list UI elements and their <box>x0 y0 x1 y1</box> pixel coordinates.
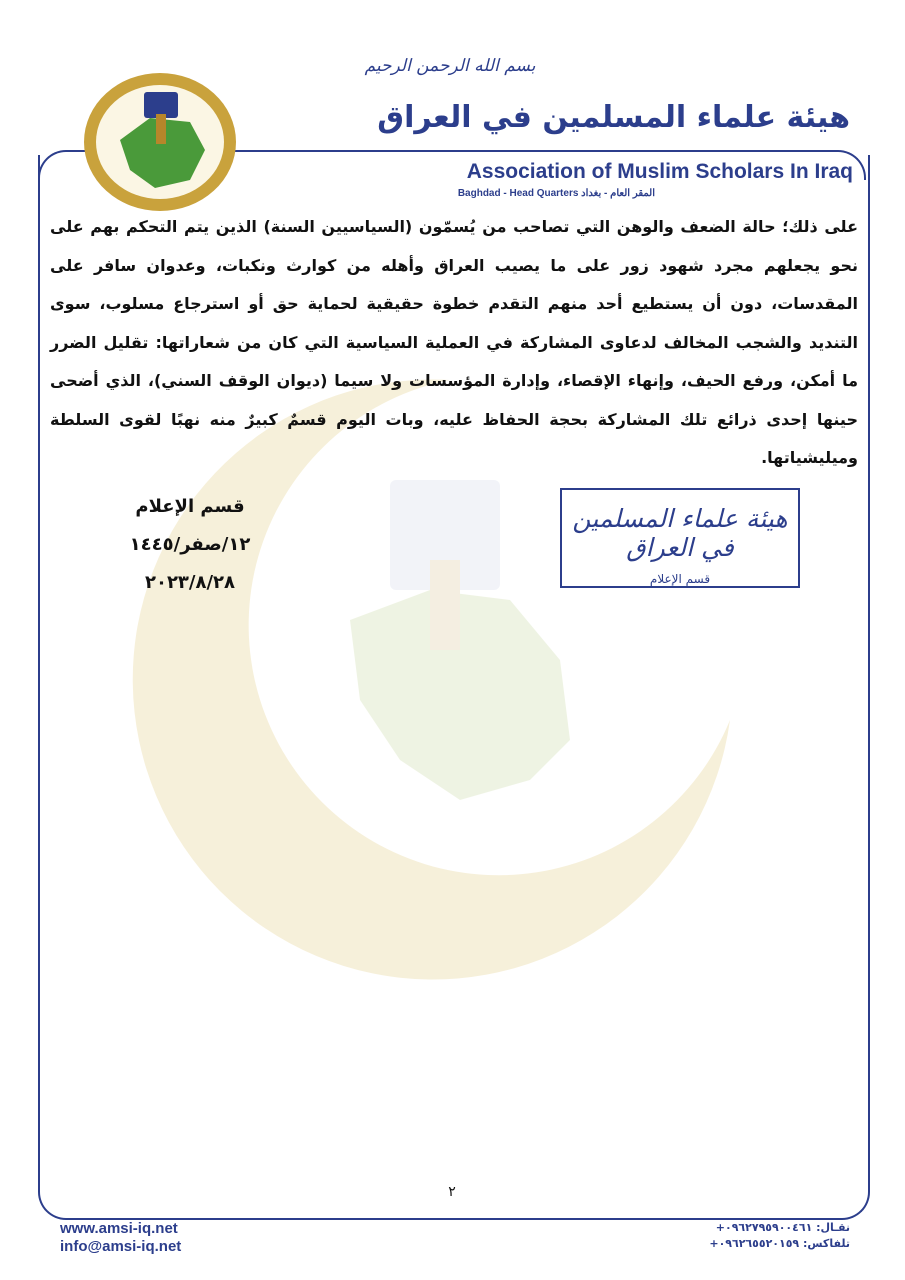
media-department-stamp <box>560 488 800 588</box>
email-link[interactable]: info@amsi-iq.net <box>60 1238 182 1255</box>
hijri-date: ١٢/صفر/١٤٤٥ <box>129 534 251 555</box>
website-link[interactable]: www.amsi-iq.net <box>60 1220 178 1237</box>
department-label: قسم الإعلام <box>135 496 245 517</box>
signature-block <box>120 488 260 602</box>
stamp-subtitle: قسم الإعلام <box>649 572 711 586</box>
footer-contact-web <box>60 1220 181 1256</box>
fax-number: تلفاكس: ٠٩٦٢٦٥٥٢٠١٥٩+ <box>709 1237 850 1250</box>
ams-logo-emblem-icon <box>80 70 240 215</box>
headquarters-label: Baghdad - Head Quarters المقر العام - بغداد <box>457 188 655 199</box>
page-number: ٢ <box>448 1184 456 1200</box>
footer-contact-phone <box>709 1220 850 1252</box>
mobile-number: نقـال: ٠٩٦٢٧٩٥٩٠٠٤٦١+ <box>715 1221 850 1234</box>
gregorian-date: ٢٠٢٣/٨/٢٨ <box>144 572 236 593</box>
basmala: بسم الله الرحمن الرحيم <box>364 56 536 76</box>
org-title-arabic: هيئة علماء المسلمين في العراق <box>377 100 850 135</box>
statement-paragraph: على ذلك؛ حالة الضعف والوهن التي تصاحب من يُسمّون (السياسيين السنة) الذين يتم التحكم بهم على نحو يجعلهم مجرد شهود زور على ما يصيب العراق وأهله من كوارث ونكبات، وعدوان سافر على المقدسات، دون أن يستطيع أحد منهم التقدم خطوة حقيقية لحماية حق أو استرجاع مسلوب، سوى التنديد والشجب المخالف لدعاوى المشاركة في العملية السياسية التي كان من شعاراتها: تقليل الضرر ما أمكن، ورفع الحيف، وإنهاء الإقصاء، وإدارة المؤسسات ولا سيما (ديوان الوقف السني)، الذي أضحى حينها إحدى ذرائع تلك المشاركة بحجة الحفاظ عليه، وبات اليوم قسمٌ كبيرٌ منه نهبًا لقوى السلطة وميليشياتها. <box>50 217 858 467</box>
org-title-english: Association of Muslim Scholars In Iraq <box>466 160 853 183</box>
stamp-title: هيئة علماء المسلمين في العراق <box>572 504 788 562</box>
